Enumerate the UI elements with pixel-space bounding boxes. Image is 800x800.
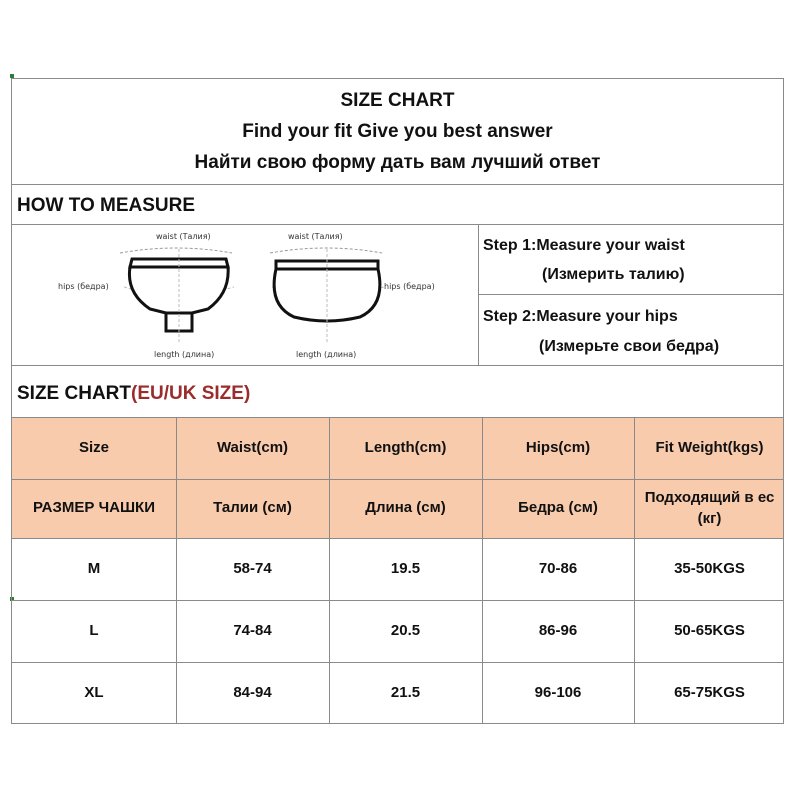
table-cell: 96-106	[534, 683, 582, 701]
column-header: Fit Weight(kgs)	[655, 439, 764, 457]
size-chart-heading	[17, 383, 250, 405]
table-cell: L	[89, 621, 99, 639]
divider	[634, 418, 635, 724]
hips-label: hips (бедра)	[384, 282, 435, 291]
table-cell: 50-65KGS	[674, 621, 745, 639]
size-chart-heading-text: SIZE CHART	[17, 383, 131, 404]
divider	[12, 600, 783, 601]
column-header: Длина (см)	[365, 499, 446, 517]
column-header: Hips(cm)	[525, 439, 591, 457]
brief-diagram-left	[120, 248, 234, 343]
step2-russian: (Измерьте свои бедра)	[539, 338, 720, 355]
divider	[482, 418, 483, 724]
column-header: РАЗМЕР ЧАШКИ	[33, 499, 155, 517]
column-header: Length(cm)	[364, 439, 447, 457]
step1-russian: (Измерить талию)	[542, 266, 685, 283]
waist-label: waist (Талия)	[288, 232, 343, 241]
table-cell: 74-84	[233, 621, 272, 639]
column-header: Подходящий в ес (кг)	[644, 489, 775, 527]
divider	[478, 294, 783, 295]
divider	[12, 479, 783, 480]
table-cell: 21.5	[390, 683, 421, 701]
table-cell: 58-74	[233, 559, 272, 577]
column-header: Size	[78, 439, 109, 457]
divider	[176, 418, 177, 724]
length-label: length (длина)	[296, 350, 357, 359]
divider	[12, 184, 783, 185]
size-chart-heading-suffix: (EU/UK SIZE)	[131, 383, 251, 404]
waist-label: waist (Талия)	[156, 232, 211, 241]
divider	[12, 662, 783, 663]
table-cell: 86-96	[538, 621, 578, 639]
divider	[329, 418, 330, 724]
length-label: length (длина)	[154, 350, 215, 359]
hips-label: hips (бедра)	[58, 282, 109, 291]
table-cell: 35-50KGS	[674, 559, 745, 577]
measure-diagram	[12, 225, 478, 365]
table-cell: 19.5	[390, 559, 421, 577]
step1-english: Step 1:Measure your waist	[483, 237, 685, 254]
subtitle-russian: Найти свою форму дать вам лучший ответ	[194, 152, 601, 173]
size-chart-sheet	[11, 78, 784, 724]
table-cell: M	[87, 559, 101, 577]
column-header: Бедра (см)	[518, 499, 598, 517]
chart-title: SIZE CHART	[340, 90, 455, 111]
table-cell: XL	[84, 683, 104, 701]
table-cell: 84-94	[233, 683, 272, 701]
table-cell: 65-75KGS	[674, 683, 745, 701]
column-header: Waist(cm)	[216, 439, 289, 457]
how-to-measure-heading: HOW TO MEASURE	[17, 195, 196, 216]
brief-diagram-right	[270, 248, 384, 343]
column-header: Талии (см)	[213, 499, 292, 517]
table-cell: 70-86	[538, 559, 578, 577]
title-block	[12, 79, 783, 185]
divider	[12, 538, 783, 539]
subtitle-english: Find your fit Give you best answer	[242, 121, 553, 142]
step2-english: Step 2:Measure your hips	[483, 308, 678, 325]
table-cell: 20.5	[390, 621, 421, 639]
divider	[12, 365, 783, 366]
